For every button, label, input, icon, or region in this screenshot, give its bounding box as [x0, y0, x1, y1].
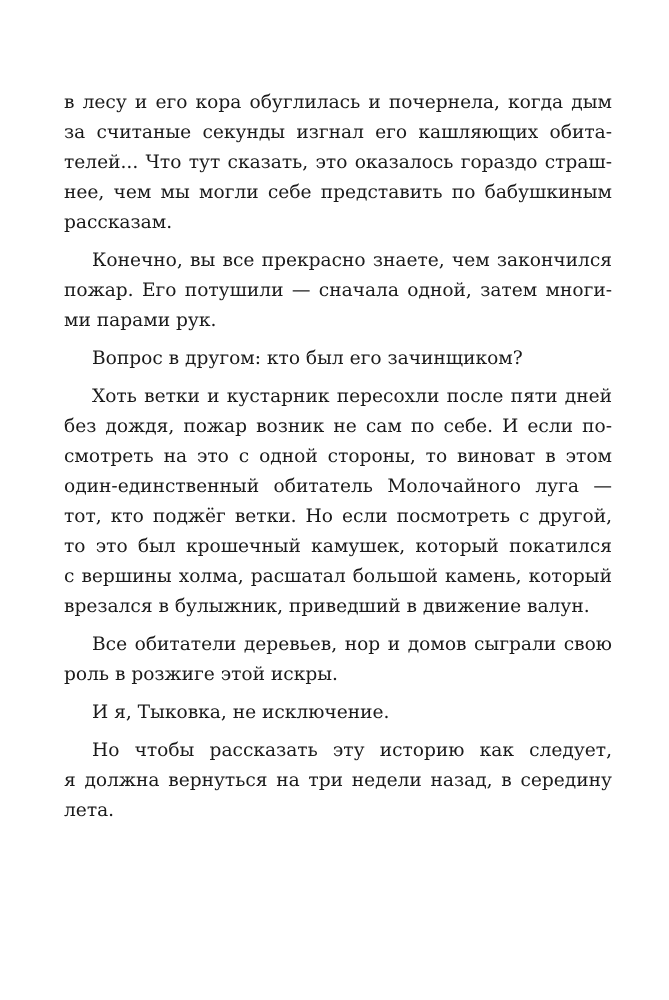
paragraph: [64, 698, 612, 728]
text-line: рассказам.: [64, 212, 173, 233]
paragraph: [64, 344, 612, 374]
paragraph: [64, 382, 612, 622]
text-line: тот, кто поджёг ветки. Но если посмотреть с другой,: [64, 506, 612, 527]
text-line: ми парами рук.: [64, 310, 217, 331]
text-line: Все обитатели деревьев, нор и домов сыграли свою: [92, 634, 612, 655]
paragraph: [64, 88, 612, 238]
text-line: Вопрос в другом: кто был его зачинщиком?: [92, 348, 523, 369]
text-line: то это был крошечный камушек, который покатился: [64, 536, 612, 557]
text-line: И я, Тыковка, не исключение.: [92, 702, 390, 723]
paragraph: [64, 630, 612, 690]
text-line: один-единственный обитатель Молочайного луга —: [64, 476, 612, 497]
paragraph: [64, 246, 612, 336]
text-line: телей... Что тут сказать, это оказалось гораздо страш-: [64, 152, 612, 173]
text-line: врезался в булыжник, приведший в движение валун.: [64, 596, 590, 617]
text-line: за считаные секунды изгнал его кашляющих обита-: [64, 122, 612, 143]
text-line: без дождя, пожар возник не сам по себе. И если по-: [64, 416, 612, 437]
text-line: смотреть на это с одной стороны, то виноват в этом: [64, 446, 612, 467]
book-page: [64, 88, 612, 826]
paragraph: [64, 736, 612, 826]
text-line: в лесу и его кора обуглилась и почернела, когда дым: [64, 92, 612, 113]
text-line: я должна вернуться на три недели назад, в середину: [64, 770, 612, 791]
text-line: лета.: [64, 800, 115, 821]
text-line: пожар. Его потушили — сначала одной, затем многи-: [64, 280, 612, 301]
text-line: роль в розжиге этой искры.: [64, 664, 338, 685]
text-line: с вершины холма, расшатал большой камень, который: [64, 566, 612, 587]
text-line: Но чтобы рассказать эту историю как следует,: [92, 740, 612, 761]
text-line: нее, чем мы могли себе представить по бабушкиным: [64, 182, 612, 203]
text-line: Конечно, вы все прекрасно знаете, чем закончился: [92, 250, 612, 271]
text-line: Хоть ветки и кустарник пересохли после пяти дней: [92, 386, 612, 407]
